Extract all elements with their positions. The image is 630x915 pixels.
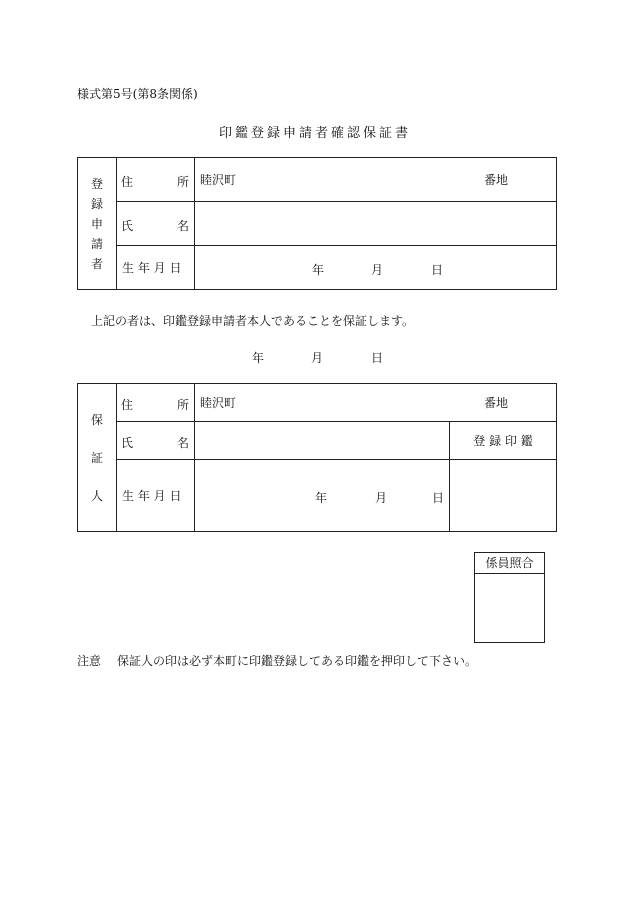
dob-year-label: 年	[315, 491, 328, 505]
guarantor-address-field[interactable]	[195, 384, 557, 422]
note	[77, 652, 477, 669]
label-char: 住	[121, 175, 134, 189]
guarantor-side-label	[78, 384, 117, 532]
staff-verification-stamp-area[interactable]	[475, 574, 544, 642]
date-year-label: 年	[252, 351, 265, 365]
label-char: 氏	[121, 219, 134, 233]
label-char: 所	[176, 175, 189, 189]
applicant-banchi-label: 番地	[483, 173, 508, 187]
dob-year-label: 年	[312, 263, 325, 277]
guarantor-name-label	[117, 422, 195, 460]
label-char: 名	[176, 219, 189, 233]
dob-month-label: 月	[371, 263, 384, 277]
note-prefix: 注意	[77, 654, 102, 668]
guarantor-side-char: 証	[90, 450, 103, 465]
guarantor-address-town: 睦沢町	[200, 396, 237, 410]
applicant-side-char: 録	[90, 196, 103, 211]
label-char: 住	[121, 398, 134, 412]
applicant-side-char: 登	[90, 176, 103, 191]
applicant-dob-label: 生 年 月 日	[117, 246, 195, 290]
applicant-name-field[interactable]	[195, 202, 557, 246]
label-char: 名	[176, 436, 189, 450]
guarantor-side-char: 人	[90, 488, 103, 503]
date-month-label: 月	[311, 351, 324, 365]
applicant-address-label	[117, 158, 195, 202]
staff-verification-box	[474, 552, 545, 643]
guarantor-banchi-label: 番地	[483, 396, 508, 410]
staff-verification-label: 係員照合	[475, 553, 544, 574]
guarantor-dob-field[interactable]	[195, 460, 450, 532]
dob-month-label: 月	[375, 491, 388, 505]
applicant-address-field[interactable]	[195, 158, 557, 202]
label-char: 氏	[121, 436, 134, 450]
note-text: 保証人の印は必ず本町に印鑑登録してある印鑑を押印して下さい。	[117, 654, 478, 668]
document-title: 印鑑登録申請者確認保証書	[218, 126, 411, 141]
applicant-side-char: 請	[90, 236, 103, 251]
guarantor-name-field[interactable]	[195, 422, 450, 460]
date-day-label: 日	[371, 351, 384, 365]
dob-day-label: 日	[431, 263, 444, 277]
registered-seal-label: 登 録 印 鑑	[450, 422, 557, 460]
applicant-table	[77, 157, 557, 290]
form-number: 様式第5号(第8条関係)	[77, 87, 198, 101]
guarantor-dob-label: 生 年 月 日	[117, 460, 195, 532]
applicant-name-label	[117, 202, 195, 246]
label-char: 所	[176, 398, 189, 412]
guarantee-statement: 上記の者は、印鑑登録申請者本人であることを保証します。	[91, 314, 415, 328]
applicant-side-char: 者	[90, 256, 103, 271]
dob-day-label: 日	[432, 491, 445, 505]
applicant-dob-field[interactable]	[195, 246, 557, 290]
applicant-address-town: 睦沢町	[200, 173, 237, 187]
applicant-side-char: 申	[90, 216, 103, 231]
applicant-side-label	[78, 158, 117, 290]
guarantor-side-char: 保	[90, 412, 103, 427]
guarantor-table	[77, 383, 557, 532]
registered-seal-stamp-area[interactable]	[450, 460, 557, 532]
guarantor-address-label	[117, 384, 195, 422]
